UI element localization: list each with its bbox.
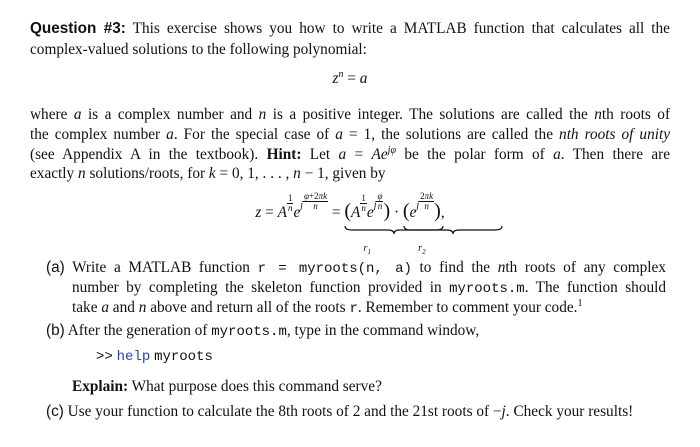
explain-label: Explain:	[72, 378, 129, 395]
file-myroots-m: myroots.m	[449, 281, 525, 297]
item-a-line-1: (a) Write a MATLAB function r = myroots(n, a) to find the nth roots of any complex	[46, 259, 666, 277]
question-label: Question #3:	[30, 20, 126, 37]
intro-line-2-row	[30, 39, 670, 60]
intro-line-2: complex-valued solutions to the following polynomial:	[30, 41, 367, 58]
code-myroots-signature: r = myroots(n, a)	[257, 261, 412, 277]
underbrace-r1: (A $\frac{1}{n}$ $e^j$ $\frac{\varphi}{n}$ ) $r_1$	[344, 192, 390, 226]
equation-z-n-equals-a: $z^n = a$	[332, 68, 368, 87]
intro-line-1: This exercise shows you how to write a MATLAB function that calculates all the	[132, 20, 670, 37]
item-b-line-1: (b) After the generation of myroots.m, type in the command window,	[46, 322, 480, 340]
para2-line-3: (see Appendix A in the textbook). Hint: Let $a = Ae^{j\varphi}$ be the polar form of a. Then there are	[30, 144, 671, 163]
explain-line: Explain: What purpose does this command serve?	[72, 378, 382, 395]
r1-label: $r_1$	[363, 243, 371, 256]
item-c-letter: (c)	[46, 403, 64, 420]
prompt: >>	[96, 349, 113, 365]
item-c-line: (c) Use your function to calculate the 8th roots of 2 and the 21st roots of −j. Check your results!	[46, 403, 634, 420]
help-keyword: help	[116, 349, 151, 365]
equation-roots-formula: z = A $\frac{1}{n}$ $e^j$ $\frac{\varphi+2\pi k}{n}$ = (A $\frac{1}{n}$ $e^j$ $\frac{\varphi}{n}$ ) $r_1$ · ($e^j$ $\frac{2\pi k}{n}$ ) $r_2$ ,	[0, 192, 700, 226]
item-b-letter: (b)	[46, 322, 65, 339]
question-intro	[30, 18, 670, 39]
footnote-marker: 1	[577, 297, 583, 309]
help-arg: myroots	[154, 349, 213, 365]
file-myroots-m-b: myroots.m	[211, 324, 287, 340]
item-a-line-3: take a and n above and return all of the roots r. Remember to comment your code.$^1$	[72, 297, 583, 317]
brace-r2	[403, 226, 503, 234]
para2-line-1: where a is a complex number and n is a positive integer. The solutions are called the nth roots of	[30, 106, 671, 123]
para2-line-2: the complex number a. For the special case of a = 1, the solutions are called the nth roots of unity	[30, 126, 671, 143]
r2-label: $r_2$	[418, 243, 426, 256]
underbrace-r2: ($e^j$ $\frac{2\pi k}{n}$ ) $r_2$	[403, 192, 441, 226]
command-line	[96, 345, 700, 368]
item-a-line-2: number by completing the skeleton function provided in myroots.m. The function should	[72, 279, 667, 297]
item-a-letter: (a)	[46, 259, 65, 276]
para2-line-4: exactly n solutions/roots, for k = 0, 1, . . . , n − 1, given by	[30, 165, 386, 182]
